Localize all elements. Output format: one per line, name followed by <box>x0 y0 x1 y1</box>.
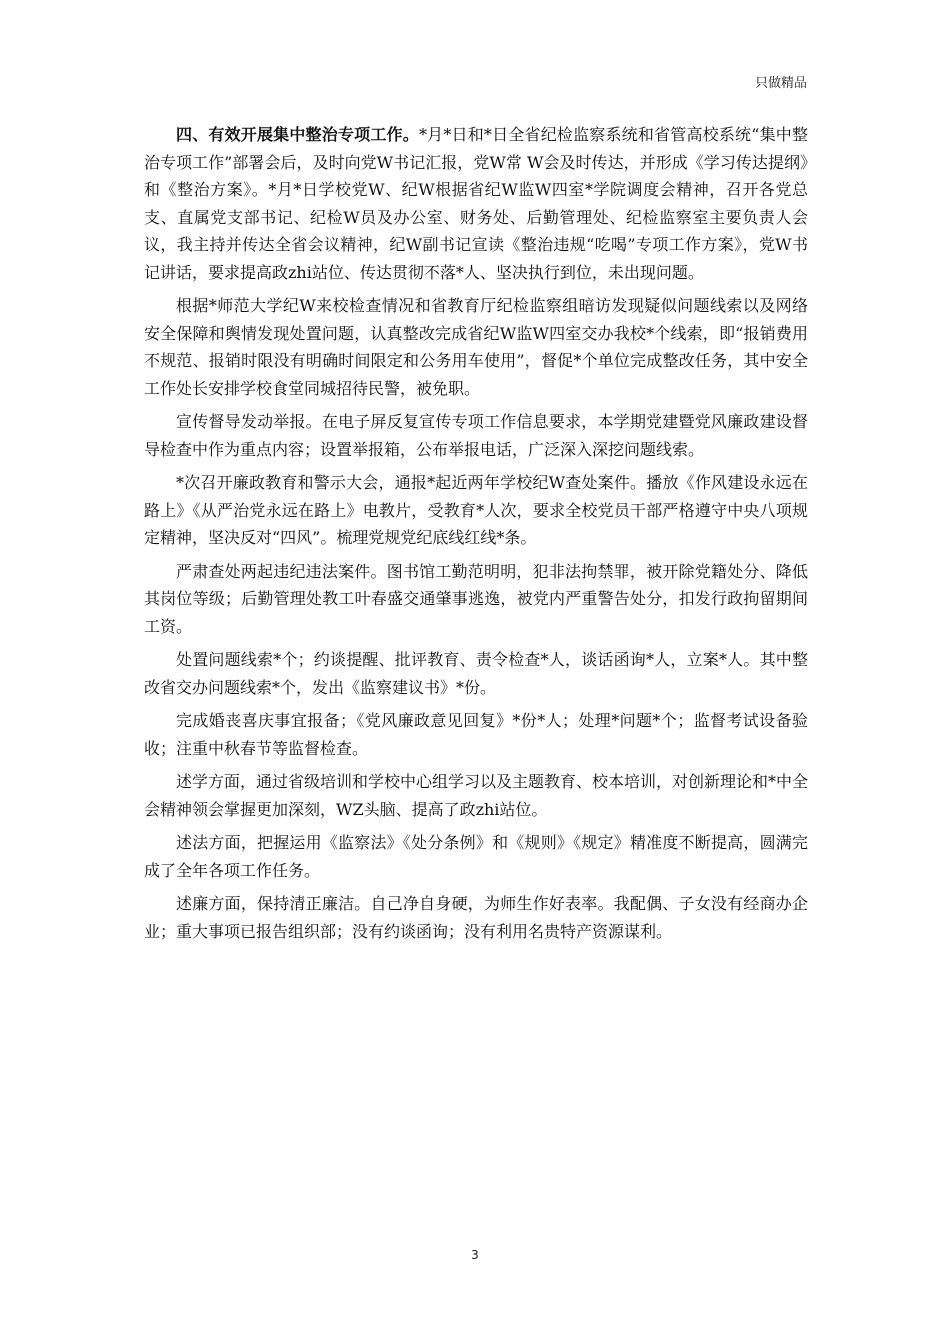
paragraph-publicity-reporting: 宣传督导发动举报。在电子屏反复宣传专项工作信息要求，本学期党建暨党风廉政建设督导检查中作为重点内容；设置举报箱，公布举报电话，广泛深入深挖问题线索。 <box>144 412 808 459</box>
paragraph-filing-supervision: 完成婚丧喜庆事宜报备；《党风廉政意见回复》*份*人；处理*问题*个；监督考试设备验收；注重中秋春节等监督检查。 <box>144 711 808 758</box>
page-header-text: 只做精品 <box>754 76 807 91</box>
paragraph-clue-rectification: 根据*师范大学纪W来校检查情况和省教育厅纪检监察组暗访发现疑似问题线索以及网络安全保障和舆情发现处置问题，认真整改完成省纪W监W四室交办我校*个线索，即“报销费用不规范、报销时限没有明确时间限定和公务用车使用”，督促*个单位完成整改任务，其中安全工作处长安排学校食堂同城招待民警，被免职。 <box>144 296 808 398</box>
paragraph-warning-education: *次召开廉政教育和警示大会，通报*起近两年学校纪W查处案件。播放《作风建设永远在路上》《从严治党永远在路上》电教片，受教育*人次，要求全校党员干部严格遵守中央八项规定精神，坚决反对“四风”。梳理党规党纪底线红线*条。 <box>144 473 808 547</box>
paragraph-case-handling: 严肃查处两起违纪违法案件。图书馆工勤范明明，犯非法拘禁罪，被开除党籍处分、降低其岗位等级；后勤管理处教工叶春盛交通肇事逃逸，被党内严重警告处分，扣发行政拘留期间工资。 <box>144 561 808 636</box>
paragraph-law-report: 述法方面，把握运用《监察法》《处分条例》和《规则》《规定》精准度不断提高，圆满完成了全年各项工作任务。 <box>144 833 808 880</box>
section-heading: 四、有效开展集中整治专项工作。 <box>176 125 419 144</box>
paragraph-clue-disposal: 处置问题线索*个；约谈提醒、批评教育、责令检查*人，谈话函询*人，立案*人。其中整改省交办问题线索*个，发出《监察建议书》*份。 <box>144 650 808 697</box>
paragraph-special-rectification <box>144 121 808 286</box>
paragraph-integrity-report: 述廉方面，保持清正廉洁。自己净自身硬，为师生作好表率。我配偶、子女没有经商办企业；重大事项已报告组织部；没有约谈函询；没有利用名贵特产资源谋利。 <box>144 894 808 941</box>
paragraph-text: *月*日和*日全省纪检监察系统和省管高校系统“集中整治专项工作”部署会后，及时向党W书记汇报，党W常 W会及时传达，并形成《学习传达提纲》和《整治方案》。*月*日学校党W、纪W根据省纪W监W四室*学院调度会精神，召开各党总支、直属党支部书记、纪检W员及办公室、财务处、后勤管理处、纪检监察室主要负责人会议，我主持并传达全省会议精神，纪W副书记宣读《整治违规“吃喝”专项工作方案》，党W书记讲话，要求提高政zhi站位、传达贯彻不落*人、坚决执行到位，未出现问题。 <box>144 125 808 282</box>
paragraph-study-report: 述学方面，通过省级培训和学校中心组学习以及主题教育、校本培训，对创新理论和*中全会精神领会掌握更加深刻，WZ头脑、提高了政zhi站位。 <box>144 772 809 819</box>
document-body <box>144 121 808 951</box>
page-number: 3 <box>471 1248 479 1262</box>
